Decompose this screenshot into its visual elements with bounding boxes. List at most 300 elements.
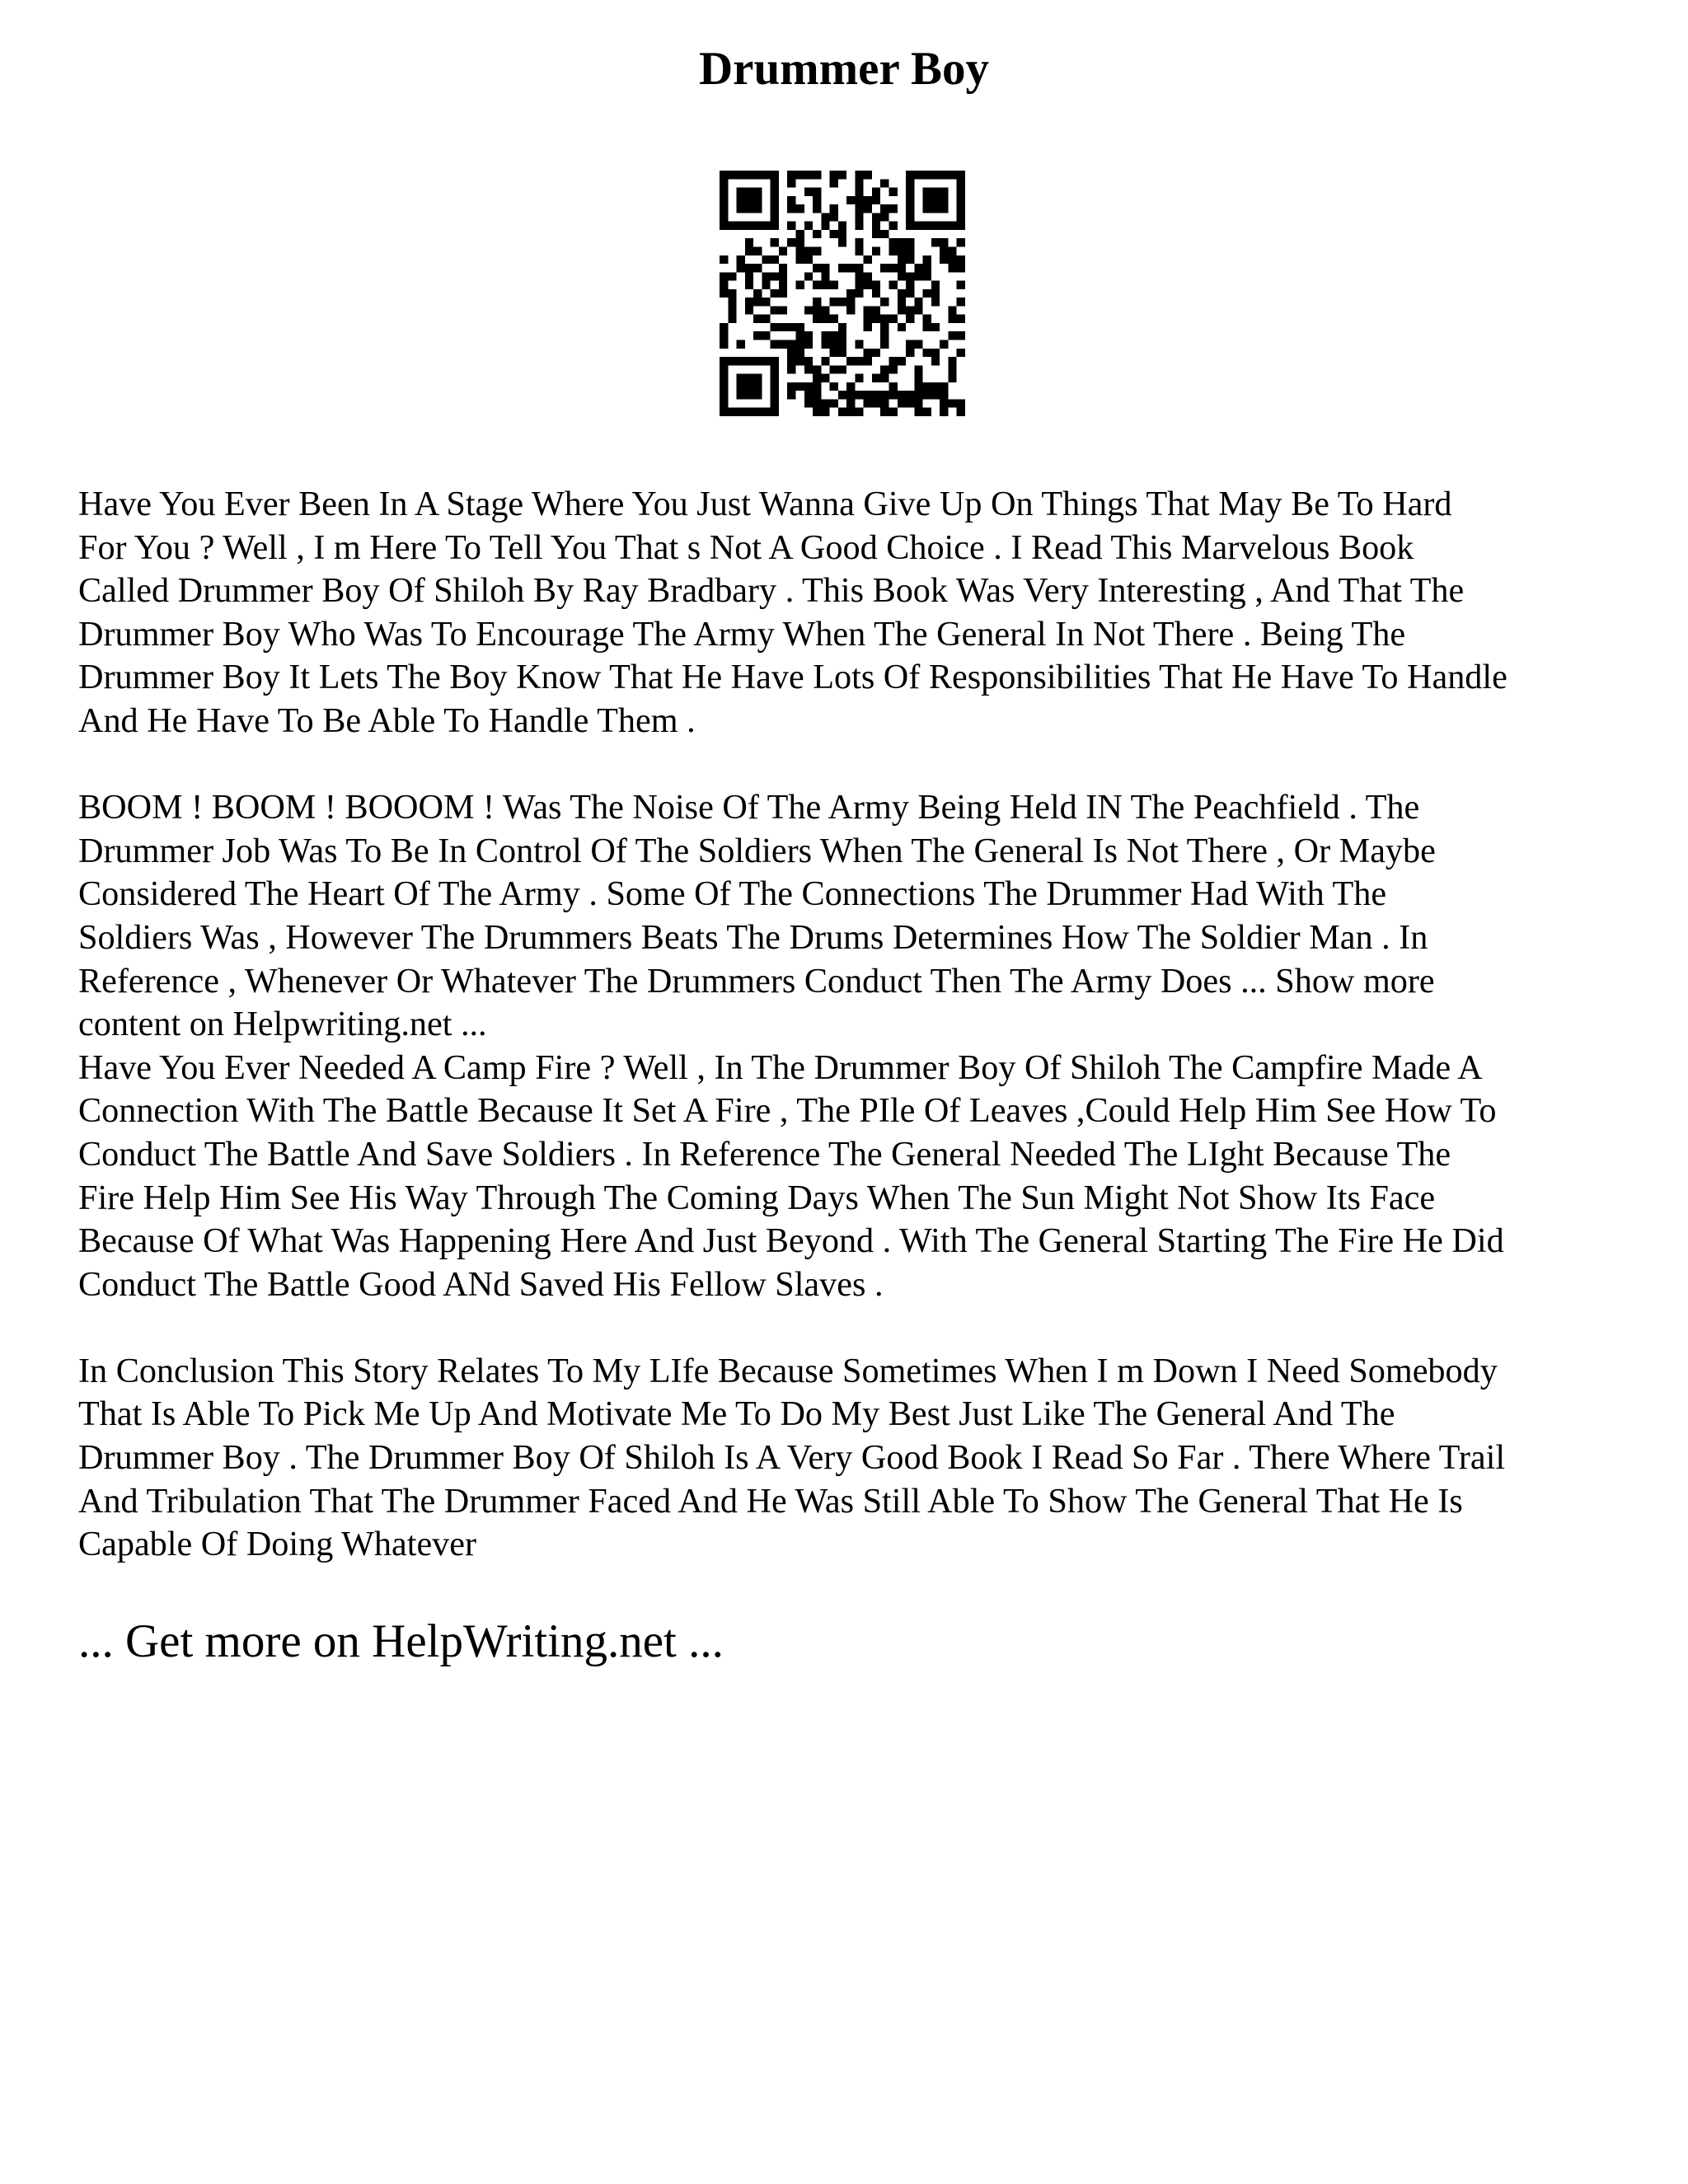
qr-module bbox=[846, 357, 855, 365]
qr-module bbox=[804, 357, 813, 365]
qr-module bbox=[957, 196, 965, 204]
qr-module bbox=[728, 222, 736, 230]
qr-module bbox=[872, 349, 880, 357]
qr-module bbox=[728, 357, 736, 365]
qr-module bbox=[855, 374, 863, 382]
qr-module bbox=[898, 272, 906, 280]
qr-module bbox=[821, 213, 829, 221]
qr-module bbox=[931, 391, 940, 399]
qr-module bbox=[771, 306, 779, 314]
qr-module bbox=[830, 179, 838, 187]
qr-module bbox=[838, 365, 846, 373]
qr-module bbox=[753, 222, 762, 230]
qr-module bbox=[720, 179, 728, 187]
qr-module bbox=[787, 222, 795, 230]
qr-module bbox=[940, 399, 948, 407]
qr-module bbox=[889, 188, 898, 196]
qr-module bbox=[728, 408, 736, 416]
qr-module bbox=[957, 222, 965, 230]
qr-module bbox=[898, 399, 906, 407]
qr-module bbox=[762, 255, 770, 264]
qr-module bbox=[846, 196, 855, 204]
qr-module bbox=[838, 340, 846, 349]
qr-module bbox=[720, 188, 728, 196]
qr-module bbox=[923, 222, 931, 230]
qr-module bbox=[745, 391, 753, 399]
qr-module bbox=[737, 171, 745, 179]
qr-module bbox=[753, 188, 762, 196]
qr-module bbox=[880, 213, 889, 221]
qr-module bbox=[813, 306, 821, 314]
qr-module bbox=[830, 399, 838, 407]
qr-module bbox=[813, 264, 821, 272]
qr-module bbox=[821, 315, 829, 323]
qr-module bbox=[855, 188, 863, 196]
qr-module bbox=[906, 272, 914, 280]
qr-module bbox=[728, 289, 736, 298]
qr-module bbox=[914, 222, 922, 230]
qr-module bbox=[898, 289, 906, 298]
qr-module bbox=[745, 222, 753, 230]
qr-module bbox=[906, 204, 914, 213]
qr-module bbox=[821, 272, 829, 280]
qr-module bbox=[787, 323, 795, 331]
qr-module bbox=[795, 382, 804, 391]
qr-module bbox=[753, 264, 762, 272]
qr-module bbox=[745, 408, 753, 416]
qr-module bbox=[720, 222, 728, 230]
qr-module bbox=[737, 408, 745, 416]
qr-module bbox=[821, 222, 829, 230]
qr-module bbox=[838, 264, 846, 272]
qr-module bbox=[821, 264, 829, 272]
qr-module bbox=[838, 171, 846, 179]
qr-module bbox=[813, 315, 821, 323]
qr-module bbox=[830, 230, 838, 238]
qr-module bbox=[880, 399, 889, 407]
qr-module bbox=[872, 196, 880, 204]
qr-module bbox=[813, 399, 821, 407]
qr-module bbox=[753, 357, 762, 365]
qr-module bbox=[753, 298, 762, 306]
qr-module bbox=[771, 391, 779, 399]
qr-module bbox=[864, 272, 872, 280]
qr-module bbox=[931, 382, 940, 391]
qr-module bbox=[771, 213, 779, 221]
get-more-link[interactable]: ... Get more on HelpWriting.net ... bbox=[78, 1615, 724, 1667]
qr-module bbox=[846, 306, 855, 314]
qr-module bbox=[745, 188, 753, 196]
qr-module bbox=[923, 289, 931, 298]
qr-module bbox=[931, 323, 940, 331]
qr-module bbox=[813, 188, 821, 196]
qr-module bbox=[880, 230, 889, 238]
qr-module bbox=[906, 289, 914, 298]
qr-module bbox=[787, 171, 795, 179]
qr-module bbox=[720, 204, 728, 213]
qr-module bbox=[771, 365, 779, 373]
qr-module bbox=[948, 357, 956, 365]
qr-module bbox=[787, 179, 795, 187]
qr-module bbox=[923, 323, 931, 331]
qr-module bbox=[838, 222, 846, 230]
qr-module bbox=[762, 357, 770, 365]
qr-module bbox=[889, 204, 898, 213]
qr-module bbox=[838, 331, 846, 340]
qr-module bbox=[795, 255, 804, 264]
qr-module bbox=[940, 238, 948, 246]
qr-module bbox=[914, 306, 922, 314]
qr-module bbox=[813, 298, 821, 306]
qr-module bbox=[855, 264, 863, 272]
qr-module bbox=[813, 281, 821, 289]
qr-module bbox=[957, 255, 965, 264]
qr-module bbox=[914, 399, 922, 407]
qr-module bbox=[880, 340, 889, 349]
qr-module bbox=[795, 281, 804, 289]
qr-module bbox=[813, 365, 821, 373]
qr-module bbox=[779, 272, 787, 280]
qr-module bbox=[914, 298, 922, 306]
qr-module bbox=[795, 230, 804, 238]
qr-module bbox=[813, 204, 821, 213]
qr-module bbox=[940, 204, 948, 213]
qr-module bbox=[762, 408, 770, 416]
qr-module bbox=[762, 298, 770, 306]
qr-module bbox=[795, 238, 804, 246]
qr-module bbox=[931, 349, 940, 357]
qr-module bbox=[906, 391, 914, 399]
paragraph-spacer bbox=[78, 743, 1628, 787]
qr-module bbox=[898, 357, 906, 365]
qr-module bbox=[914, 340, 922, 349]
qr-module bbox=[804, 365, 813, 373]
qr-module bbox=[846, 264, 855, 272]
qr-module bbox=[787, 357, 795, 365]
qr-module bbox=[804, 340, 813, 349]
qr-module bbox=[906, 171, 914, 179]
qr-module bbox=[838, 298, 846, 306]
qr-module bbox=[795, 246, 804, 255]
qr-module bbox=[813, 374, 821, 382]
qr-module bbox=[906, 188, 914, 196]
qr-module bbox=[753, 408, 762, 416]
qr-module bbox=[898, 298, 906, 306]
qr-module bbox=[940, 382, 948, 391]
qr-module bbox=[898, 264, 906, 272]
qr-module bbox=[753, 204, 762, 213]
qr-module bbox=[753, 374, 762, 382]
qr-module bbox=[940, 171, 948, 179]
qr-module bbox=[889, 391, 898, 399]
qr-module bbox=[737, 391, 745, 399]
qr-module bbox=[923, 255, 931, 264]
qr-module bbox=[795, 331, 804, 340]
qr-module bbox=[821, 281, 829, 289]
qr-module bbox=[753, 391, 762, 399]
qr-module bbox=[872, 230, 880, 238]
qr-module bbox=[948, 331, 956, 340]
essay-body bbox=[78, 483, 1628, 1567]
qr-module bbox=[931, 289, 940, 298]
qr-module bbox=[745, 196, 753, 204]
qr-module bbox=[914, 365, 922, 373]
qr-module bbox=[830, 340, 838, 349]
qr-module bbox=[762, 272, 770, 280]
qr-module bbox=[855, 222, 863, 230]
qr-module bbox=[864, 349, 872, 357]
qr-module bbox=[762, 331, 770, 340]
qr-module bbox=[787, 391, 795, 399]
qr-module bbox=[720, 331, 728, 340]
qr-module bbox=[948, 365, 956, 373]
qr-module bbox=[779, 340, 787, 349]
qr-module bbox=[855, 246, 863, 255]
qr-module bbox=[914, 264, 922, 272]
qr-module bbox=[923, 204, 931, 213]
qr-module bbox=[745, 171, 753, 179]
qr-module bbox=[872, 374, 880, 382]
qr-module bbox=[948, 374, 956, 382]
qr-module bbox=[838, 238, 846, 246]
qr-module bbox=[889, 365, 898, 373]
qr-module bbox=[745, 204, 753, 213]
qr-module bbox=[745, 281, 753, 289]
qr-module bbox=[737, 382, 745, 391]
qr-module bbox=[957, 179, 965, 187]
qr-module bbox=[864, 357, 872, 365]
qr-module bbox=[889, 222, 898, 230]
qr-module bbox=[898, 323, 906, 331]
qr-module bbox=[872, 213, 880, 221]
qr-module bbox=[906, 340, 914, 349]
qr-module bbox=[880, 408, 889, 416]
qr-module bbox=[898, 306, 906, 314]
qr-module bbox=[864, 204, 872, 213]
qr-module bbox=[864, 399, 872, 407]
qr-module bbox=[771, 255, 779, 264]
qr-module bbox=[779, 281, 787, 289]
qr-module bbox=[957, 298, 965, 306]
qr-module bbox=[923, 391, 931, 399]
qr-module bbox=[771, 357, 779, 365]
qr-module bbox=[872, 246, 880, 255]
qr-module bbox=[872, 399, 880, 407]
qr-module bbox=[864, 323, 872, 331]
qr-module bbox=[795, 323, 804, 331]
qr-module bbox=[795, 171, 804, 179]
qr-module bbox=[813, 246, 821, 255]
qr-module bbox=[795, 349, 804, 357]
qr-module bbox=[957, 171, 965, 179]
qr-module bbox=[745, 374, 753, 382]
qr-module bbox=[787, 365, 795, 373]
qr-module bbox=[720, 323, 728, 331]
qr-module bbox=[906, 281, 914, 289]
qr-module bbox=[923, 171, 931, 179]
qr-module bbox=[720, 399, 728, 407]
qr-module bbox=[931, 238, 940, 246]
qr-module bbox=[948, 315, 956, 323]
qr-module bbox=[830, 349, 838, 357]
qr-module bbox=[855, 171, 863, 179]
qr-module bbox=[948, 171, 956, 179]
qr-module bbox=[906, 246, 914, 255]
qr-module bbox=[737, 357, 745, 365]
qr-module bbox=[821, 399, 829, 407]
qr-module bbox=[906, 306, 914, 314]
qr-module bbox=[771, 289, 779, 298]
qr-module bbox=[855, 196, 863, 204]
qr-module bbox=[880, 323, 889, 331]
qr-module bbox=[779, 306, 787, 314]
qr-module bbox=[762, 222, 770, 230]
qr-module bbox=[855, 179, 863, 187]
qr-module bbox=[906, 399, 914, 407]
qr-module bbox=[830, 281, 838, 289]
qr-module bbox=[957, 188, 965, 196]
qr-module bbox=[728, 272, 736, 280]
qr-module bbox=[957, 408, 965, 416]
qr-module bbox=[813, 408, 821, 416]
qr-module bbox=[940, 196, 948, 204]
qr-module bbox=[838, 230, 846, 238]
qr-module bbox=[830, 331, 838, 340]
qr-module bbox=[864, 281, 872, 289]
qr-module bbox=[957, 399, 965, 407]
paragraph-conclusion: In Conclusion This Story Relates To My LIfe Because Sometimes When I m Down I Need Somebody That Is Able To Pick Me Up And Motivate Me To Do My Best Just Like The General And The Drummer Boy . The Drummer Boy Of Shiloh Is A Very Good Book I Read So Far . There Where Trail And Tribulation That The Drummer Faced And He Was Still Able To Show The General That He Is Capable Of Doing Whatever bbox=[78, 1351, 1506, 1564]
qr-module bbox=[855, 281, 863, 289]
qr-module bbox=[771, 188, 779, 196]
qr-module bbox=[923, 272, 931, 280]
qr-module bbox=[931, 281, 940, 289]
qr-module bbox=[737, 340, 745, 349]
qr-module bbox=[948, 255, 956, 264]
qr-module bbox=[940, 188, 948, 196]
qr-module bbox=[906, 213, 914, 221]
qr-module bbox=[821, 357, 829, 365]
qr-code-graphic bbox=[720, 171, 965, 416]
qr-module bbox=[804, 255, 813, 264]
qr-module bbox=[846, 289, 855, 298]
qr-module bbox=[795, 204, 804, 213]
qr-module bbox=[787, 349, 795, 357]
qr-module bbox=[872, 281, 880, 289]
qr-module bbox=[804, 188, 813, 196]
qr-module bbox=[720, 408, 728, 416]
qr-module bbox=[821, 408, 829, 416]
qr-module bbox=[720, 213, 728, 221]
qr-module bbox=[872, 289, 880, 298]
qr-module bbox=[931, 204, 940, 213]
qr-module bbox=[720, 340, 728, 349]
qr-module bbox=[889, 264, 898, 272]
qr-module bbox=[838, 391, 846, 399]
qr-module bbox=[804, 382, 813, 391]
qr-module bbox=[737, 374, 745, 382]
qr-module bbox=[906, 222, 914, 230]
qr-module bbox=[813, 391, 821, 399]
qr-module bbox=[948, 399, 956, 407]
qr-module bbox=[931, 222, 940, 230]
qr-module bbox=[728, 298, 736, 306]
qr-module bbox=[720, 391, 728, 399]
qr-module bbox=[771, 204, 779, 213]
qr-module bbox=[771, 179, 779, 187]
qr-module bbox=[880, 179, 889, 187]
qr-module bbox=[745, 238, 753, 246]
qr-module bbox=[753, 246, 762, 255]
qr-module bbox=[864, 171, 872, 179]
qr-module bbox=[889, 281, 898, 289]
qr-module bbox=[923, 315, 931, 323]
qr-module bbox=[880, 264, 889, 272]
qr-module bbox=[846, 382, 855, 391]
qr-module bbox=[830, 171, 838, 179]
qr-module bbox=[804, 272, 813, 280]
qr-module bbox=[804, 399, 813, 407]
qr-module bbox=[771, 171, 779, 179]
qr-module bbox=[787, 382, 795, 391]
qr-module bbox=[720, 374, 728, 382]
qr-module bbox=[771, 382, 779, 391]
qr-module bbox=[855, 272, 863, 280]
qr-module bbox=[745, 357, 753, 365]
paragraph-spacer bbox=[78, 1306, 1628, 1350]
qr-module bbox=[948, 306, 956, 314]
paragraph-campfire: Have You Ever Needed A Camp Fire ? Well , In The Drummer Boy Of Shiloh The Campfire Made A Connection With The Battle Because It Set A Fire , The PIle Of Leaves ,Could Help Him See How To Conduct The Battle And Save Soldiers . In Reference The General Needed The LIght Because The Fire Help Him See His Way Through The Coming Days When The Sun Might Not Show Its Face Because Of What Was Happening Here And Just Beyond . With The General Starting The Fire He Did Conduct The Battle Good ANd Saved His Fellow Slaves . bbox=[78, 1047, 1504, 1304]
qr-module bbox=[880, 391, 889, 399]
qr-module bbox=[855, 213, 863, 221]
qr-module bbox=[745, 272, 753, 280]
qr-module bbox=[914, 408, 922, 416]
qr-module bbox=[838, 349, 846, 357]
qr-module bbox=[889, 382, 898, 391]
qr-module bbox=[923, 188, 931, 196]
qr-module bbox=[914, 374, 922, 382]
qr-module bbox=[864, 306, 872, 314]
qr-module bbox=[830, 315, 838, 323]
qr-module bbox=[771, 374, 779, 382]
qr-module bbox=[940, 222, 948, 230]
qr-module bbox=[923, 382, 931, 391]
qr-module bbox=[855, 340, 863, 349]
qr-module bbox=[821, 374, 829, 382]
qr-module bbox=[813, 230, 821, 238]
qr-module bbox=[906, 255, 914, 264]
qr-module bbox=[779, 323, 787, 331]
qr-module bbox=[804, 222, 813, 230]
qr-module bbox=[906, 179, 914, 187]
qr-module bbox=[728, 315, 736, 323]
qr-module bbox=[821, 340, 829, 349]
qr-module bbox=[762, 171, 770, 179]
qr-module bbox=[830, 298, 838, 306]
qr-module bbox=[957, 349, 965, 357]
qr-module bbox=[804, 391, 813, 399]
qr-module bbox=[906, 238, 914, 246]
qr-module bbox=[864, 255, 872, 264]
qr-module bbox=[737, 188, 745, 196]
qr-module bbox=[771, 272, 779, 280]
qr-module bbox=[872, 306, 880, 314]
qr-module bbox=[813, 196, 821, 204]
qr-module bbox=[948, 222, 956, 230]
qr-module bbox=[898, 255, 906, 264]
qr-module bbox=[753, 382, 762, 391]
qr-module bbox=[923, 349, 931, 357]
qr-module bbox=[880, 365, 889, 373]
